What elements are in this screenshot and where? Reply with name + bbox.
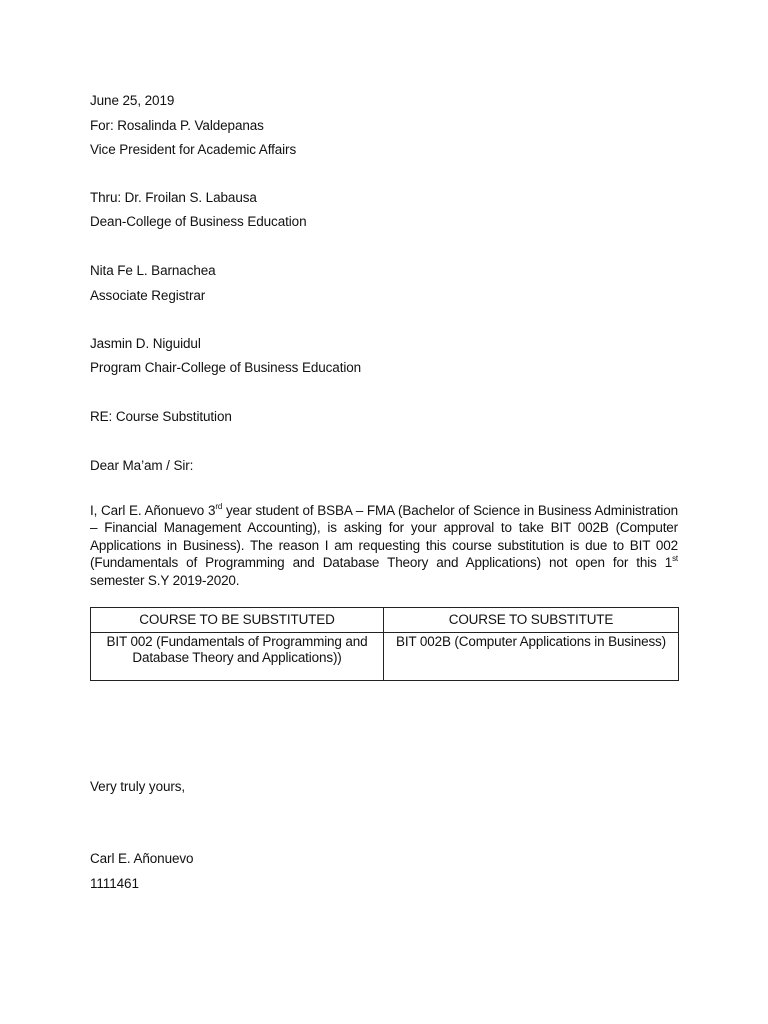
table-row <box>91 633 679 681</box>
for-title: Vice President for Academic Affairs <box>90 142 297 157</box>
salutation: Dear Ma’am / Sir: <box>90 458 194 473</box>
recipient-title: Associate Registrar <box>90 288 206 303</box>
for-line: For: Rosalinda P. Valdepanas <box>90 118 264 133</box>
body-text: semester S.Y 2019-2020. <box>90 572 240 588</box>
thru-line: Thru: Dr. Froilan S. Labausa <box>90 190 257 205</box>
table-header-cell: COURSE TO BE SUBSTITUTED <box>91 608 384 633</box>
body-text: I, Carl E. Añonuevo 3 <box>90 503 216 518</box>
course-substitution-table <box>90 607 679 681</box>
recipient-name: Nita Fe L. Barnachea <box>90 263 216 278</box>
recipient-name: Jasmin D. Niguidul <box>90 336 201 351</box>
body-paragraph <box>90 502 678 589</box>
table-header-row <box>91 608 679 633</box>
signer-id: 1111461 <box>90 876 139 891</box>
thru-title: Dean-College of Business Education <box>90 214 307 229</box>
body-text: year student of BSBA – FMA (Bachelor of Science in Business Administration – Financial Management Accounting), is asking for your approval to take BIT 002B (Computer Applications in Business). The reason I am requesting this course substitution is due to BIT 002 (Fundamentals of Programming and Database Theory and Applications) not open for this 1 <box>90 503 678 571</box>
letter-date: June 25, 2019 <box>90 93 175 108</box>
signer-name: Carl E. Añonuevo <box>90 851 194 866</box>
table-header-cell: COURSE TO SUBSTITUTE <box>384 608 679 633</box>
ordinal-suffix: st <box>672 553 678 563</box>
recipient-title: Program Chair-College of Business Education <box>90 360 362 375</box>
ordinal-suffix: rd <box>215 501 223 511</box>
subject-line: RE: Course Substitution <box>90 409 232 424</box>
table-cell: BIT 002 (Fundamentals of Programming and Database Theory and Applications)) <box>91 633 384 681</box>
closing: Very truly yours, <box>90 779 186 794</box>
table-cell: BIT 002B (Computer Applications in Business) <box>384 633 679 681</box>
